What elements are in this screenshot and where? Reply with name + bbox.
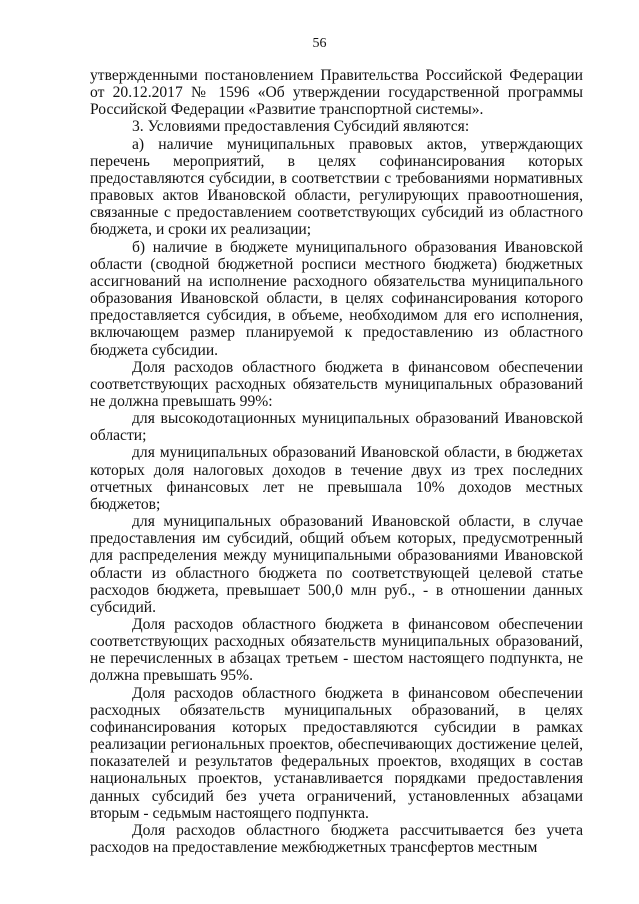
document-body bbox=[90, 67, 583, 856]
paragraph-tax-revenue-share: для муниципальных образований Ивановской области, в бюджетах которых доля налоговых доходов в течение двух из трех последних отчетных финансовых лет не превышала 10% доходов местных бюджетов; bbox=[90, 444, 583, 513]
paragraph-condition-b: б) наличие в бюджете муниципального образования Ивановской области (сводной бюджетной росписи местного бюджета) бюджетных ассигнований на исполнение расходного обязательства муниципального образования Ивановской области, в целях софинансирования которого предоставляется субсидия, в объеме, необходимом для его исполнения, включающем размер планируемой к предоставлению из областного бюджета субсидии. bbox=[90, 238, 583, 359]
paragraph-share-99: Доля расходов областного бюджета в финансовом обеспечении соответствующих расходных обязательств муниципальных образований не должна превышать 99%: bbox=[90, 358, 583, 410]
paragraph-highly-subsidized: для высокодотационных муниципальных образований Ивановской области; bbox=[90, 410, 583, 445]
page-number: 56 bbox=[312, 36, 327, 51]
paragraph-share-95: Доля расходов областного бюджета в финансовом обеспечении соответствующих расходных обязательств муниципальных образований, не перечисленных в абзацах третьем - шестом настоящего подпункта, не должна превышать 95%. bbox=[90, 616, 583, 685]
paragraph-conditions-heading: 3. Условиями предоставления Субсидий являются: bbox=[132, 118, 470, 136]
paragraph-calculation: Доля расходов областного бюджета рассчитывается без учета расходов на предоставление межбюджетных трансфертов местным bbox=[90, 821, 583, 857]
paragraph-continuation: утвержденными постановлением Правительства Российской Федерации от 20.12.2017 № 1596 «Об утверждении государственной программы Российской Федерации «Развитие транспортной системы». bbox=[90, 67, 583, 119]
paragraph-condition-a: а) наличие муниципальных правовых актов, утверждающих перечень мероприятий, в целях софинансирования которых предоставляются субсидии, в соответствии с требованиями нормативных правовых актов Ивановской области, регулирующих правоотношения, связанные с предоставлением соответствующих субсидий из областного бюджета, и сроки их реализации; bbox=[90, 135, 583, 239]
paragraph-subsidy-volume: для муниципальных образований Ивановской области, в случае предоставления им субсидий, общий объем которых, предусмотренный для распределения между муниципальными образованиями Ивановской области из областного бюджета по соответствующей целевой статье расходов бюджета, превышает 500,0 млн руб., - в отношении данных субсидий. bbox=[90, 513, 583, 616]
paragraph-regional-projects: Доля расходов областного бюджета в финансовом обеспечении расходных обязательств муниципальных образований, в целях софинансирования которых предоставляются субсидии в рамках реализации региональных проектов, обеспечивающих достижение целей, показателей и результатов федеральных проектов, входящих в состав национальных проектов, устанавливается порядками предоставления данных субсидий без учета ограничений, установленных абзацами вторым - седьмым настоящего подпункта. bbox=[90, 684, 583, 822]
